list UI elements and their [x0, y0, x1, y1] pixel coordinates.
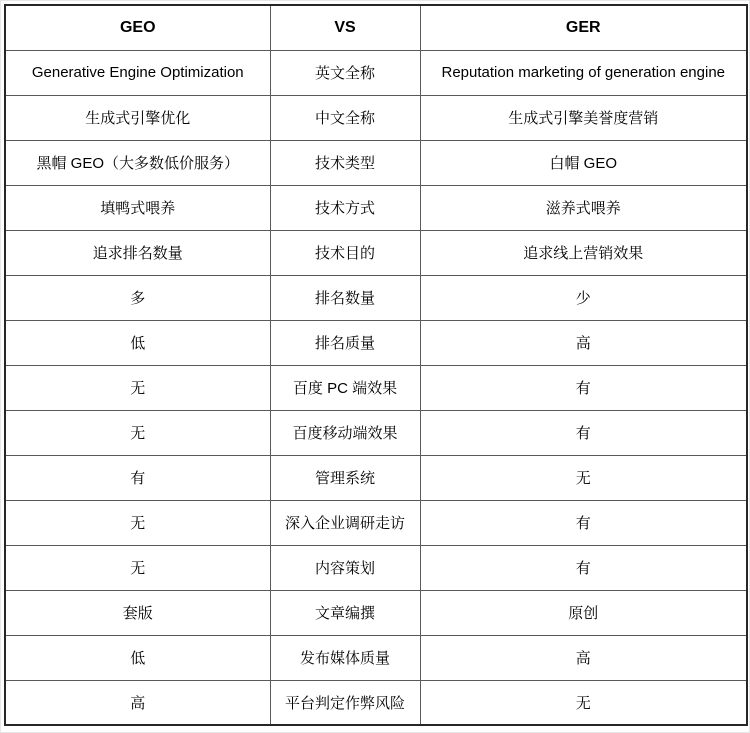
table-row — [5, 680, 747, 725]
table-row — [5, 410, 747, 455]
cell-attribute: 技术方式 — [270, 185, 420, 230]
header-ger: GER — [420, 5, 747, 50]
header-vs: VS — [270, 5, 420, 50]
cell-ger: 高 — [420, 635, 747, 680]
cell-attribute: 百度 PC 端效果 — [270, 365, 420, 410]
cell-ger: 原创 — [420, 590, 747, 635]
cell-geo: 有 — [5, 455, 270, 500]
cell-ger: 有 — [420, 500, 747, 545]
cell-attribute: 文章编撰 — [270, 590, 420, 635]
table-row — [5, 50, 747, 95]
geo-ger-comparison-table — [4, 4, 748, 726]
table-row — [5, 230, 747, 275]
cell-geo: 低 — [5, 320, 270, 365]
table-row — [5, 500, 747, 545]
cell-ger: 追求线上营销效果 — [420, 230, 747, 275]
cell-attribute: 排名数量 — [270, 275, 420, 320]
cell-attribute: 排名质量 — [270, 320, 420, 365]
table-row — [5, 275, 747, 320]
cell-geo: 低 — [5, 635, 270, 680]
cell-geo: 无 — [5, 500, 270, 545]
table-row — [5, 320, 747, 365]
cell-attribute: 中文全称 — [270, 95, 420, 140]
cell-geo: 套版 — [5, 590, 270, 635]
cell-ger: 生成式引擎美誉度营销 — [420, 95, 747, 140]
cell-ger: 有 — [420, 545, 747, 590]
cell-ger: 有 — [420, 410, 747, 455]
cell-attribute: 发布媒体质量 — [270, 635, 420, 680]
table-row — [5, 185, 747, 230]
table-row — [5, 95, 747, 140]
cell-ger: 有 — [420, 365, 747, 410]
cell-attribute: 技术目的 — [270, 230, 420, 275]
header-geo: GEO — [5, 5, 270, 50]
cell-ger: 白帽 GEO — [420, 140, 747, 185]
cell-ger: 少 — [420, 275, 747, 320]
cell-geo: 无 — [5, 545, 270, 590]
cell-ger: 滋养式喂养 — [420, 185, 747, 230]
cell-geo: 填鸭式喂养 — [5, 185, 270, 230]
cell-attribute: 管理系统 — [270, 455, 420, 500]
cell-geo: 黑帽 GEO（大多数低价服务） — [5, 140, 270, 185]
table-row — [5, 545, 747, 590]
cell-attribute: 技术类型 — [270, 140, 420, 185]
table-row — [5, 365, 747, 410]
cell-geo: 无 — [5, 410, 270, 455]
cell-geo: 多 — [5, 275, 270, 320]
table-header-row — [5, 5, 747, 50]
cell-ger: 高 — [420, 320, 747, 365]
table-row — [5, 140, 747, 185]
cell-ger: Reputation marketing of generation engine — [420, 50, 747, 95]
table-row — [5, 455, 747, 500]
cell-attribute: 英文全称 — [270, 50, 420, 95]
table-row — [5, 590, 747, 635]
cell-attribute: 平台判定作弊风险 — [270, 680, 420, 725]
cell-ger: 无 — [420, 680, 747, 725]
cell-attribute: 深入企业调研走访 — [270, 500, 420, 545]
cell-geo: 追求排名数量 — [5, 230, 270, 275]
cell-geo: 生成式引擎优化 — [5, 95, 270, 140]
cell-geo: 无 — [5, 365, 270, 410]
cell-ger: 无 — [420, 455, 747, 500]
cell-attribute: 百度移动端效果 — [270, 410, 420, 455]
cell-geo: Generative Engine Optimization — [5, 50, 270, 95]
table-row — [5, 635, 747, 680]
cell-geo: 高 — [5, 680, 270, 725]
cell-attribute: 内容策划 — [270, 545, 420, 590]
